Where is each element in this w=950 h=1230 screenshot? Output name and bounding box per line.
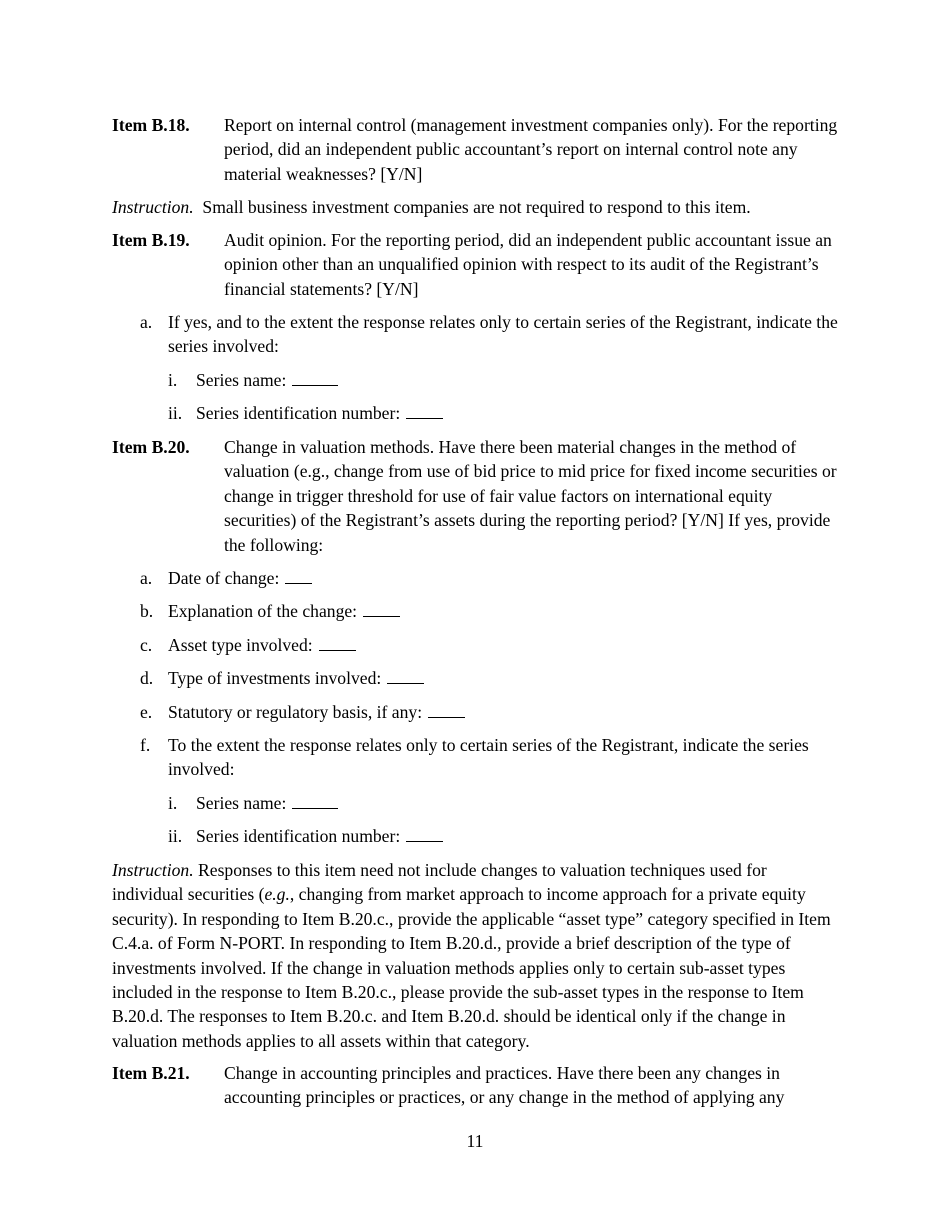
item-b20-f-ii [168, 824, 838, 848]
item-b20-c [140, 633, 840, 657]
instruction-b20-text-2: , changing from market approach to income approach for a private equity security). In responding to Item B.20.c., provide the applicable “asset type” category specified in Item C.4.a. of Form N-PORT. In responding to Item B.20.d., provide a brief description of the type of investments involved. If the change in valuation methods applies only to certain sub-asset types included in the response to Item B.20.c., please provide the sub-asset types in the response to Item B.20.d. The responses to Item B.20.c. and Item B.20.d. should be identical only if the change in valuation methods applies to all assets within that category. [112, 884, 831, 1051]
statutory-basis-label: Statutory or regulatory basis, if any: [168, 702, 423, 722]
item-b20-d [140, 666, 840, 690]
instruction-b20 [112, 858, 842, 1053]
item-b19 [112, 228, 842, 301]
item-b20 [112, 435, 842, 557]
date-of-change-blank [285, 567, 312, 584]
item-b20-b [140, 599, 840, 623]
item-b18-text: Report on internal control (management investment companies only). For the reporting period, did an independent public accountant’s report on internal control note any material weaknesses? [Y/N] [224, 115, 838, 184]
instruction-label: Instruction. [112, 197, 194, 217]
series-id-label: Series identification number: [196, 403, 401, 423]
instruction-b20-eg: e.g. [264, 884, 290, 905]
item-b20-text: Change in valuation methods. Have there been material changes in the method of valuation (e.g., change from use of bid price to mid price for fixed income securities or change in trigger threshold for use of fair value factors on international equity securities) of the Registrant’s assets during the reporting period? [Y/N] If yes, provide the following: [224, 437, 837, 555]
item-b20-b-label: b. [140, 601, 154, 621]
item-b20-f [140, 733, 840, 782]
item-b20-e [140, 700, 840, 724]
date-of-change-label: Date of change: [168, 568, 280, 588]
item-b19-a-ii [168, 401, 838, 425]
instruction-label: Instruction. [112, 860, 194, 880]
item-b20-a [140, 566, 840, 590]
instruction-b18-text: Small business investment companies are not required to respond to this item. [193, 197, 751, 217]
item-b19-a-text: If yes, and to the extent the response relates only to certain series of the Registrant, indicate the series involved: [168, 312, 838, 357]
instruction-b18 [112, 195, 842, 219]
explanation-label: Explanation of the change: [168, 601, 358, 621]
item-b19-a-label: a. [140, 312, 153, 332]
item-b20-c-label: c. [140, 635, 153, 655]
series-name-blank [292, 792, 338, 809]
item-b20-f-label: f. [140, 735, 151, 755]
item-b20-a-label: a. [140, 568, 153, 588]
item-b20-f-text: To the extent the response relates only to certain series of the Registrant, indicate the series involved: [168, 735, 809, 780]
item-b20-d-label: d. [140, 668, 154, 688]
page-number: 11 [466, 1131, 484, 1151]
item-b20-e-label: e. [140, 702, 153, 722]
item-b19-a-i-label: i. [168, 370, 178, 390]
item-b21-label: Item B.21. [112, 1063, 190, 1083]
series-name-label: Series name: [196, 370, 287, 390]
item-b21-text: Change in accounting principles and practices. Have there been any changes in accounting principles or practices, or any change in the method of applying any [224, 1063, 785, 1108]
item-b21 [112, 1061, 842, 1110]
series-id-label: Series identification number: [196, 826, 401, 846]
series-name-label: Series name: [196, 793, 287, 813]
instruction-b20-text-1: Responses to this item need not include changes to valuation techniques used for individual securities ( [112, 860, 772, 905]
asset-type-blank [319, 634, 356, 651]
item-b19-a [140, 310, 840, 359]
explanation-blank [363, 600, 400, 617]
item-b20-label: Item B.20. [112, 437, 190, 457]
statutory-basis-blank [428, 701, 465, 718]
item-b19-a-i [168, 368, 838, 392]
investments-type-label: Type of investments involved: [168, 668, 382, 688]
asset-type-label: Asset type involved: [168, 635, 313, 655]
item-b19-text: Audit opinion. For the reporting period, did an independent public accountant issue an opinion other than an unqualified opinion with respect to its audit of the Registrant’s financial statements? [Y/N] [224, 230, 832, 299]
investments-type-blank [387, 667, 424, 684]
series-id-blank [406, 402, 443, 419]
item-b18-label: Item B.18. [112, 115, 190, 135]
item-b19-label: Item B.19. [112, 230, 190, 250]
item-b18 [112, 113, 842, 186]
series-name-blank [292, 369, 338, 386]
item-b20-f-i-label: i. [168, 793, 178, 813]
item-b20-f-ii-label: ii. [168, 826, 183, 846]
series-id-blank [406, 825, 443, 842]
item-b20-f-i [168, 791, 838, 815]
item-b19-a-ii-label: ii. [168, 403, 183, 423]
